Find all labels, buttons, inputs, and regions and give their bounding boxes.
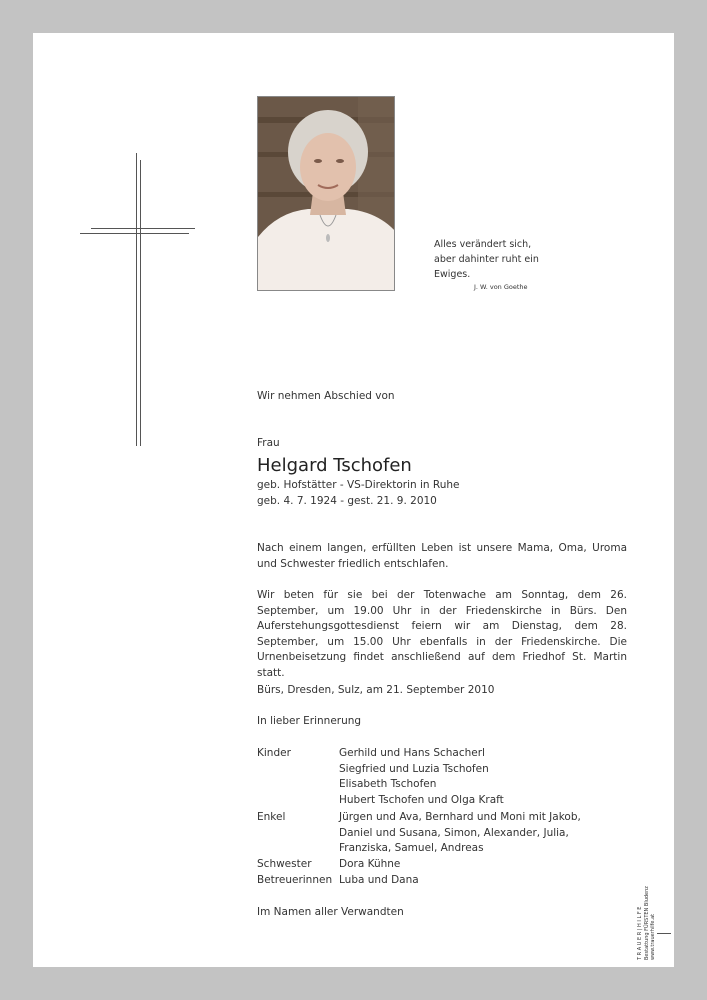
portrait-photo — [257, 96, 395, 291]
remembrance-text: In lieber Erinnerung — [257, 715, 362, 727]
quote-line: aber dahinter ruht ein — [434, 254, 539, 265]
cross-icon-vertical-2 — [140, 160, 141, 446]
family-name: Gerhild und Hans Schacherl — [339, 747, 485, 759]
family-label-sister: Schwester — [257, 858, 312, 870]
cross-icon-horizontal-2 — [80, 233, 189, 234]
quote-line: Ewiges. — [434, 269, 471, 280]
family-name: Luba und Dana — [339, 874, 419, 886]
family-label-children: Kinder — [257, 747, 291, 759]
family-name: Hubert Tschofen und Olga Kraft — [339, 793, 504, 806]
brand-line-1: T R A U E R | H I L F E — [637, 906, 643, 960]
brand-line-2: Bestattung FÜRSTEN Bludenz — [643, 886, 650, 960]
quote-author: J. W. von Goethe — [474, 283, 528, 291]
service-paragraph: Wir beten für sie bei der Totenwache am Sonntag, dem 26. September, um 19.00 Uhr in der Friedenskirche in Bürs. Den Auferstehungsgottesdienst feiern wir am Dienstag, dem 28. September, um 15.00 Uhr ebenfalls in der Friedenskirche. Die Urnenbeisetzung findet anschließend auf dem Friedhof St. Martin statt. — [257, 589, 627, 679]
brand-divider — [657, 933, 671, 934]
family-names-sister — [339, 857, 629, 873]
family-name: Dora Kühne — [339, 858, 401, 870]
born-name: geb. Hofstätter - VS-Direktorin in Ruhe — [257, 479, 460, 491]
quote-line: Alles verändert sich, — [434, 239, 532, 250]
family-names-children — [339, 746, 629, 808]
life-dates: geb. 4. 7. 1924 - gest. 21. 9. 2010 — [257, 495, 437, 507]
family-names-grandchildren — [339, 810, 629, 857]
brand-line-3: www.trauerhilfe.at — [650, 913, 656, 960]
family-label-caregivers: Betreuerinnen — [257, 874, 333, 886]
family-label-grandchildren: Enkel — [257, 811, 286, 823]
funeral-home-brand — [637, 886, 657, 960]
closing-text: Im Namen aller Verwandten — [257, 906, 404, 918]
family-name: Jürgen und Ava, Bernhard und Moni mit Jakob, — [339, 811, 581, 823]
announcement-paragraph: Nach einem langen, erfüllten Leben ist unsere Mama, Oma, Uroma und Schwester friedlich entschlafen. — [257, 542, 627, 570]
salutation: Frau — [257, 437, 280, 449]
cross-icon-vertical-1 — [136, 153, 137, 446]
cross-icon-horizontal-1 — [91, 228, 195, 229]
family-name: Daniel und Susana, Simon, Alexander, Julia, — [339, 826, 569, 839]
intro-text: Wir nehmen Abschied von — [257, 390, 395, 402]
family-names-caregivers — [339, 873, 629, 889]
goethe-quote — [434, 237, 539, 292]
family-name: Franziska, Samuel, Andreas — [339, 842, 484, 854]
deceased-name: Helgard Tschofen — [257, 455, 412, 476]
family-name: Siegfried und Luzia Tschofen — [339, 762, 489, 775]
place-date: Bürs, Dresden, Sulz, am 21. September 2010 — [257, 684, 495, 696]
family-name: Elisabeth Tschofen — [339, 778, 437, 790]
